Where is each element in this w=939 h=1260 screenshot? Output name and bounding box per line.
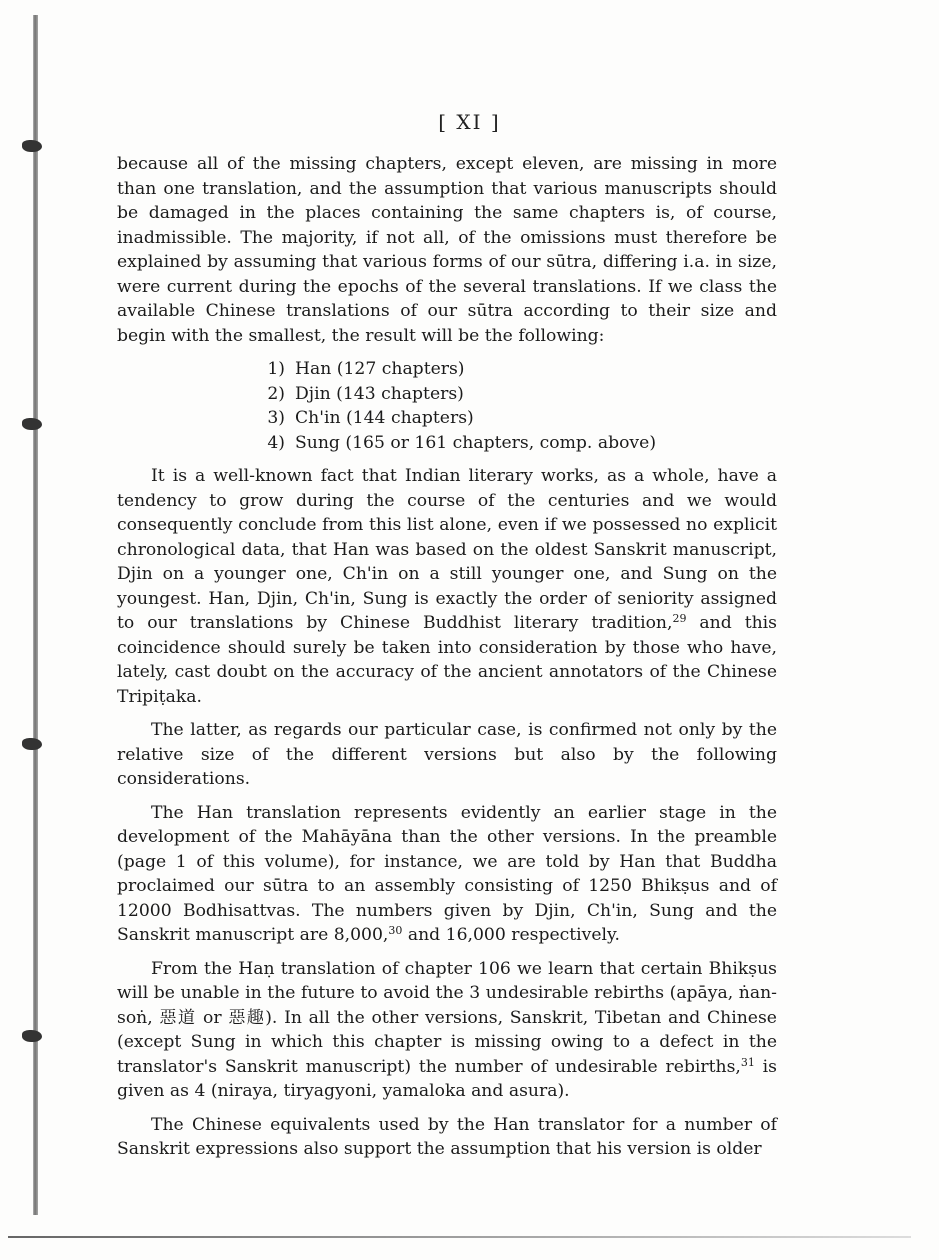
list-item: 2) Djin (143 chapters) — [267, 383, 464, 404]
paragraph-2: It is a well-known fact that Indian literary works, as a whole, have a tendency to grow during the course of the centuries and we would consequently conclude from this list alone, even if we possessed no explicit chronological data, that Han was based on the oldest Sanskrit manuscript, Djin on a younger one, Ch'in on a still younger one, and Sung on the youngest. Han, Djin, Ch'in, Sung is exactly the order of seniority assigned to our translations by Chinese Buddhist literary tradition,$^{29}$ and this coincidence should surely be taken into consideration by those who have, lately, cast doubt on the accuracy of the ancient annotators of the Chinese Tripiṭaka. — [117, 466, 777, 707]
bottom-edge — [8, 1236, 911, 1238]
body-text — [117, 152, 777, 1171]
list-item: 1) Han (127 chapters) — [267, 359, 465, 379]
page-number: [ XI ] — [438, 110, 501, 134]
footnote-ref: 30 — [388, 924, 403, 937]
list-item: 4) Sung (165 or 161 chapters, comp. above) — [267, 432, 657, 453]
translation-list — [117, 357, 777, 455]
paragraph-3: The latter, as regards our particular case, is confirmed not only by the relative size of the different versions but also by the following considerations. — [117, 720, 777, 789]
list-item: 3) Ch'in (144 chapters) — [267, 408, 474, 428]
footnote-ref: 29 — [672, 612, 687, 625]
binding-mark — [22, 418, 42, 430]
paragraph-5: From the Haṇ translation of chapter 106 we learn that certain Bhikṣus will be unable in the future to avoid the 3 undesirable rebirths (apāya, ṅan-soṅ, 惡道 or 惡趣). In all the other versions, Sanskrit, Tibetan and Chinese (except Sung in which this chapter is missing owing to a defect in the translator's Sanskrit manuscript) the number of undesirable rebirths,$^{31}$ is given as 4 (niraya, tiryagyoni, yamaloka and asura). — [117, 958, 777, 1101]
binding-edge — [0, 0, 40, 1225]
chinese-term: 惡道 — [159, 1007, 197, 1028]
binding-mark — [22, 140, 42, 152]
binding-mark — [22, 738, 42, 750]
footnote-ref: 31 — [740, 1055, 755, 1069]
binding-mark — [22, 1030, 42, 1042]
paragraph-4: The Han translation represents evidently an earlier stage in the development of the Mahāyāna than the other versions. In the preamble (page 1 of this volume), for instance, we are told by Han that Buddha proclaimed our sūtra to an assembly consisting of 1250 Bhikṣus and of 12000 Bodhisattvas. The numbers given by Djin, Ch'in, Sung and the Sanskrit manuscript are 8,000,30 and 16,000 respectively. — [117, 802, 777, 945]
paragraph-6: The Chinese equivalents used by the Han translator for a number of Sanskrit expressions also support the assumption that his version is older — [117, 1114, 777, 1159]
paragraph-1: because all of the missing chapters, except eleven, are missing in more than one translation, and the assumption that various manuscripts should be damaged in the places containing the same chapters is, of course, inadmissible. The majority, if not all, of the omissions must therefore be explained by assuming that various forms of our sūtra, differing i.a. in size, were current during the epochs of the several translations. If we class the available Chinese translations of our sūtra according to their size and begin with the smallest, the result will be the following: — [117, 154, 777, 346]
chinese-term: 惡趣 — [228, 1007, 266, 1028]
